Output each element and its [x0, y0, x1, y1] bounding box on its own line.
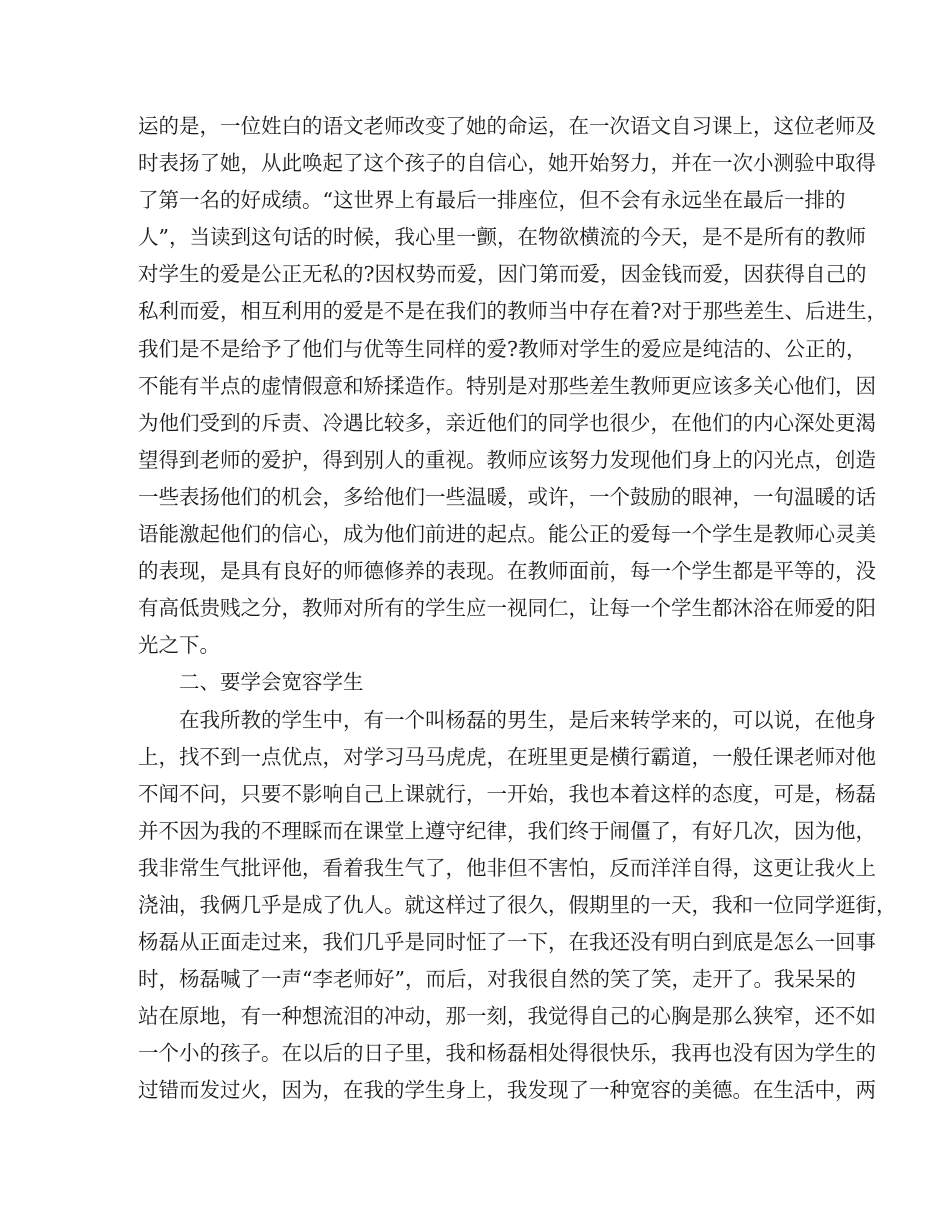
paragraph-section-heading: [138, 664, 828, 701]
text-line: 望得到老师的爱护，得到别人的重视。教师应该努力发现他们身上的闪光点，创造: [138, 447, 876, 472]
text-line: 的表现，是具有良好的师德修养的表现。在教师面前，每一个学生都是平等的，没: [138, 559, 876, 584]
text-line: 我们是不是给予了他们与优等生同样的爱?教师对学生的爱应是纯洁的、公正的，: [138, 336, 867, 361]
text-line: 对学生的爱是公正无私的?因权势而爱，因门第而爱，因金钱而爱，因获得自己的: [138, 262, 867, 287]
text-line: 运的是，一位姓白的语文老师改变了她的命运，在一次语文自习课上，这位老师及: [138, 114, 876, 138]
text-line: 二、要学会宽容学生: [179, 670, 364, 695]
text-line: 上，找不到一点优点，对学习马马虎虎，在班里更是横行霸道，一般任课老师对他: [138, 744, 876, 769]
text-line: 在我所教的学生中，有一个叫杨磊的男生，是后来转学来的，可以说，在他身: [179, 707, 876, 732]
text-line: 一个小的孩子。在以后的日子里，我和杨磊相处得很快乐，我再也没有因为学生的: [138, 1041, 876, 1066]
text-line: 不闻不问，只要不影响自己上课就行，一开始，我也本着这样的态度，可是，杨磊: [138, 781, 876, 806]
text-line: 我非常生气批评他，看着我生气了，他非但不害怕，反而洋洋自得，这更让我火上: [138, 855, 876, 880]
text-line: 时，杨磊喊了一声“李老师好”，而后，对我很自然的笑了笑，走开了。我呆呆的: [138, 967, 856, 992]
text-line: 了第一名的好成绩。“这世界上有最后一排座位，但不会有永远坐在最后一排的: [138, 188, 846, 213]
text-line: 杨磊从正面走过来，我们几乎是同时怔了一下，在我还没有明白到底是怎么一回事: [138, 930, 876, 955]
document-body: [138, 108, 897, 1110]
text-line: 为他们受到的斥责、冷遇比较多，亲近他们的同学也很少，在他们的内心深处更渴: [138, 410, 876, 435]
text-line: 人”，当读到这句话的时候，我心里一颤，在物欲横流的今天，是不是所有的教师: [138, 225, 866, 250]
text-line: 站在原地，有一种想流泪的冲动，那一刻，我觉得自己的心胸是那么狭窄，还不如: [138, 1004, 876, 1029]
text-line: 一些表扬他们的机会，多给他们一些温暖，或许，一个鼓励的眼神，一句温暖的话: [138, 484, 876, 509]
paragraph-teacher-love: [138, 108, 887, 664]
text-line: 过错而发过火，因为，在我的学生身上，我发现了一种宽容的美德。在生活中，两: [138, 1078, 876, 1103]
text-line: 时表扬了她，从此唤起了这个孩子的自信心，她开始努力，并在一次小测验中取得: [138, 151, 876, 176]
text-line: 光之下。: [138, 633, 220, 658]
text-line: 有高低贵贱之分，教师对所有的学生应一视同仁，让每一个学生都沐浴在师爱的阳: [138, 596, 876, 621]
text-line: 并不因为我的不理睬而在课堂上遵守纪律，我们终于闹僵了，有好几次，因为他，: [138, 818, 876, 843]
text-line: 语能激起他们的信心，成为他们前进的起点。能公正的爱每一个学生是教师心灵美: [138, 522, 876, 547]
text-line: 浇油，我俩几乎是成了仇人。就这样过了很久，假期里的一天，我和一位同学逛街，: [138, 892, 897, 917]
text-line: 不能有半点的虚情假意和矫揉造作。特别是对那些差生教师更应该多关心他们，因: [138, 373, 876, 398]
paragraph-tolerance-story: [138, 702, 897, 1110]
text-line: 私利而爱，相互利用的爱是不是在我们的教师当中存在着?对于那些差生、后进生，: [138, 299, 887, 324]
